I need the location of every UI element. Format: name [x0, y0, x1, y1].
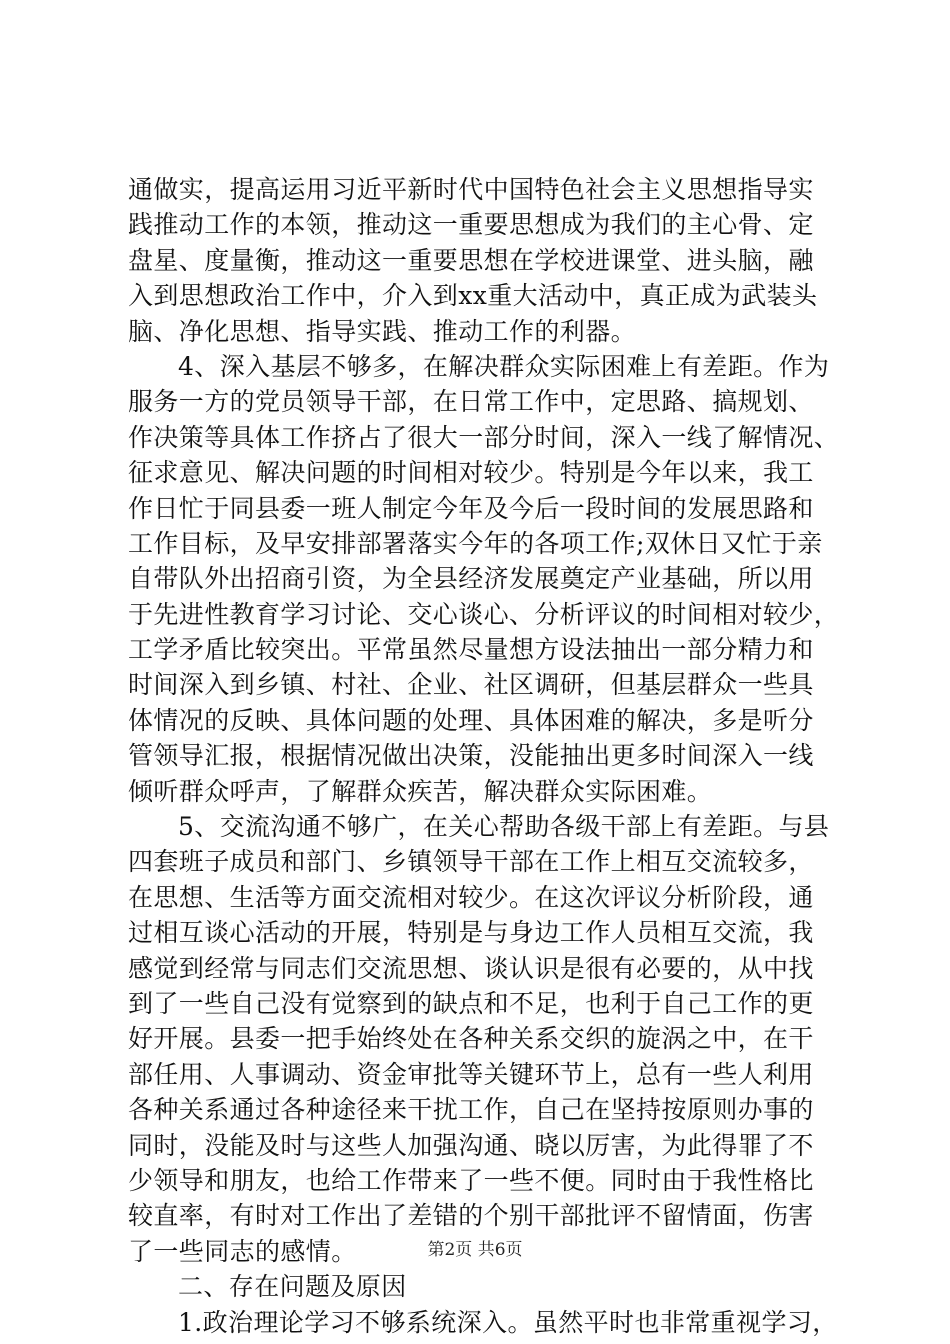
text-line: 各种关系通过各种途径来干扰工作，自己在坚持按原则办事的: [128, 1095, 814, 1125]
paragraph: [128, 349, 848, 809]
text-line: 部任用、人事调动、资金审批等关键环节上，总有一些人利用: [128, 1059, 814, 1089]
text-line: 践推动工作的本领，推动这一重要思想成为我们的主心骨、定: [128, 210, 814, 240]
text-line: 感觉到经常与同志们交流思想、谈认识是很有必要的，从中找: [128, 953, 814, 983]
text-line: 脑、净化思想、指导实践、推动工作的利器。: [128, 316, 637, 346]
text-line: 作决策等具体工作挤占了很大一部分时间，深入一线了解情况、: [128, 422, 840, 452]
text-line: 四套班子成员和部门、乡镇领导干部在工作上相互交流较多，: [128, 847, 814, 877]
page-footer: 第2页 共6页: [427, 1240, 523, 1260]
text-line: 作日忙于同县委一班人制定今年及今后一段时间的发展思路和: [128, 493, 814, 523]
text-line: 了一些同志的感情。: [128, 1236, 357, 1266]
text-line: 在思想、生活等方面交流相对较少。在这次评议分析阶段，通: [128, 882, 814, 912]
text-line: 好开展。县委一把手始终处在各种关系交织的旋涡之中，在干: [128, 1024, 814, 1054]
text-line: 较直率，有时对工作出了差错的个别干部批评不留情面，伤害: [128, 1201, 814, 1231]
text-line: 到了一些自己没有觉察到的缺点和不足，也利于自己工作的更: [128, 988, 814, 1018]
text-line: 于先进性教育学习讨论、交心谈心、分析评议的时间相对较少，: [128, 599, 840, 629]
text-line: 自带队外出招商引资，为全县经济发展奠定产业基础，所以用: [128, 564, 814, 594]
text-line: 同时，没能及时与这些人加强沟通、晓以厉害，为此得罪了不: [128, 1130, 814, 1160]
text-line: 4、深入基层不够多，在解决群众实际困难上有差距。作为: [178, 351, 830, 381]
text-line: 过相互谈心活动的开展，特别是与身边工作人员相互交流，我: [128, 918, 814, 948]
text-line: 时间深入到乡镇、村社、企业、社区调研，但基层群众一些具: [128, 670, 814, 700]
paragraph: [128, 1305, 848, 1340]
paragraph: [128, 1269, 848, 1304]
text-line: 管领导汇报，根据情况做出决策，没能抽出更多时间深入一线: [128, 741, 814, 771]
text-line: 二、存在问题及原因: [178, 1272, 407, 1302]
text-line: 服务一方的党员领导干部，在日常工作中，定思路、搞规划、: [128, 387, 814, 417]
text-line: 通做实，提高运用习近平新时代中国特色社会主义思想指导实: [128, 175, 814, 204]
text-line: 倾听群众呼声，了解群众疾苦，解决群众实际困难。: [128, 776, 713, 806]
text-line: 5、交流沟通不够广，在关心帮助各级干部上有差距。与县: [178, 812, 830, 842]
document-body: [128, 172, 848, 1340]
text-line: 体情况的反映、具体问题的处理、具体困难的解决，多是听分: [128, 705, 814, 735]
text-line: 盘星、度量衡，推动这一重要思想在学校进课堂、进头脑，融: [128, 245, 814, 275]
text-line: 工作目标，及早安排部署落实今年的各项工作;双休日又忙于亲: [128, 528, 823, 558]
text-line: 征求意见、解决问题的时间相对较少。特别是今年以来，我工: [128, 458, 814, 488]
paragraph: [128, 172, 848, 349]
text-line: 工学矛盾比较突出。平常虽然尽量想方设法抽出一部分精力和: [128, 635, 814, 665]
text-line: 入到思想政治工作中，介入到xx重大活动中，真正成为武装头: [128, 281, 818, 311]
paragraph: [128, 809, 848, 1269]
text-line: 1.政治理论学习不够系统深入。虽然平时也非常重视学习，: [178, 1307, 838, 1337]
text-line: 少领导和朋友，也给工作带来了一些不便。同时由于我性格比: [128, 1165, 814, 1195]
